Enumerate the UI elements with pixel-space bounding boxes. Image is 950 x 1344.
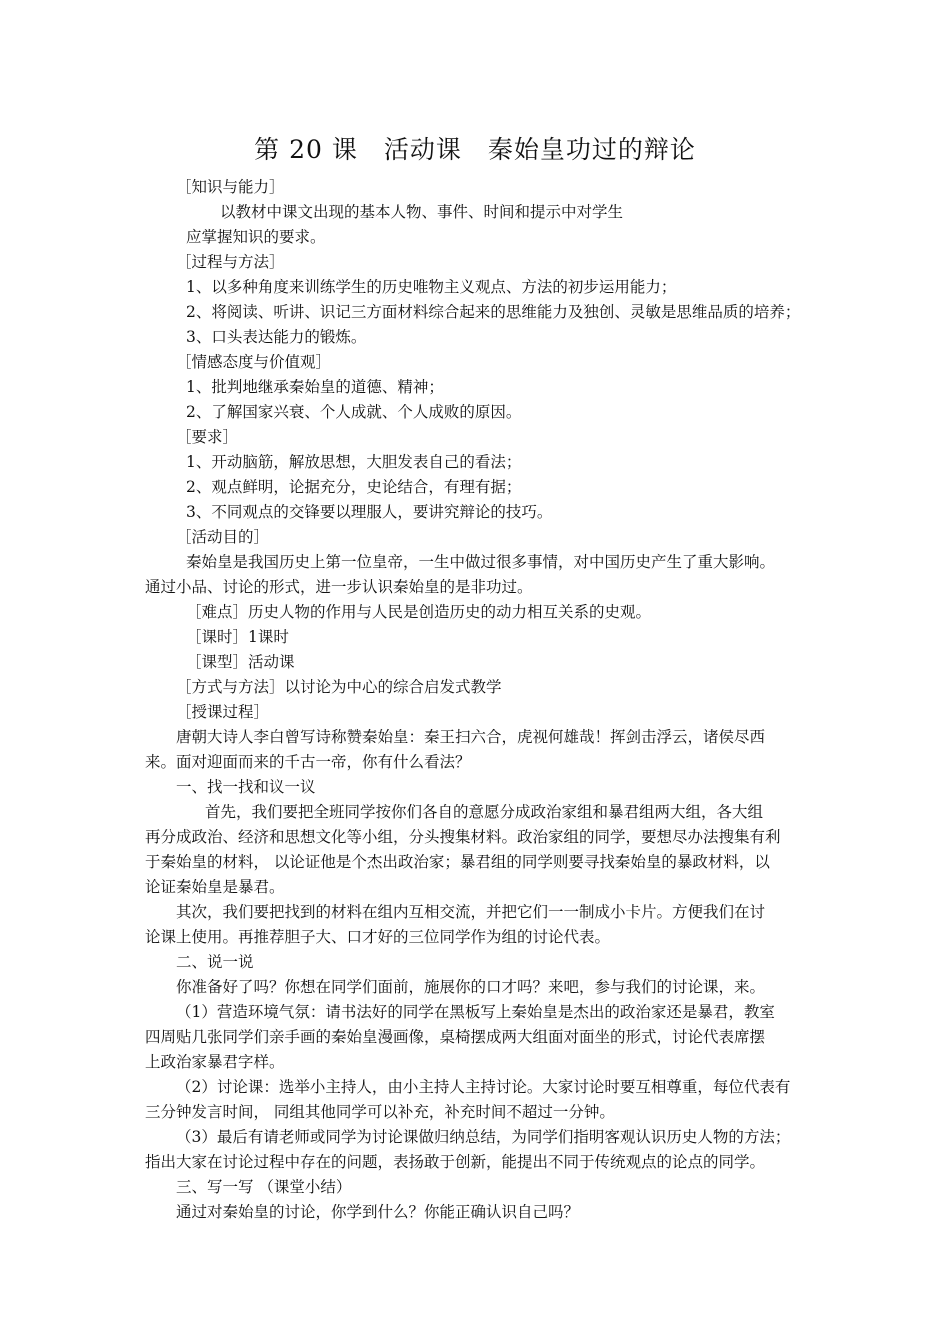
paragraph-line: 来。面对迎面而来的千古一帝，你有什么看法？ bbox=[145, 753, 471, 771]
section-heading-purpose: ［活动目的］ bbox=[176, 528, 270, 546]
section-heading-teaching: ［授课过程］ bbox=[176, 703, 270, 721]
paragraph-line: 四周贴几张同学们亲手画的秦始皇漫画像，桌椅摆成两大组面对面坐的形式，讨论代表席摆 bbox=[145, 1028, 766, 1046]
list-item: 2、观点鲜明，论据充分，史论结合，有理有据； bbox=[186, 478, 522, 496]
paragraph-line: 以教材中课文出现的基本人物、事件、时间和提示中对学生 bbox=[220, 203, 624, 221]
paragraph-line: （3）最后有请老师或同学为讨论课做归纳总结，为同学们指明客观认识历史人物的方法； bbox=[176, 1128, 791, 1146]
paragraph-line: 通过小品、讨论的形式，进一步认识秦始皇的是非功过。 bbox=[145, 578, 533, 596]
section-heading-knowledge: ［知识与能力］ bbox=[176, 178, 285, 196]
list-item: 1、开动脑筋，解放思想，大胆发表自己的看法； bbox=[186, 453, 522, 471]
paragraph-line: 首先，我们要把全班同学按你们各自的意愿分成政治家组和暴君组两大组，各大组 bbox=[205, 803, 764, 821]
page-title: 第 20 课 活动课 秦始皇功过的辩论 bbox=[254, 135, 696, 164]
list-item: 2、了解国家兴衰、个人成就、个人成败的原因。 bbox=[186, 403, 522, 421]
difficulty-line: ［难点］历史人物的作用与人民是创造历史的动力相互关系的史观。 bbox=[186, 603, 652, 621]
part-heading-2: 二、说一说 bbox=[176, 953, 254, 971]
paragraph-line: 论证秦始皇是暴君。 bbox=[145, 878, 285, 896]
list-item: 1、以多种角度来训练学生的历史唯物主义观点、方法的初步运用能力； bbox=[186, 278, 677, 296]
list-item: 1、批判地继承秦始皇的道德、精神； bbox=[186, 378, 444, 396]
part-heading-3: 三、写一写 （课堂小结） bbox=[176, 1178, 352, 1196]
list-item: 2、将阅读、听讲、识记三方面材料综合起来的思维能力及独创、灵敏是思维品质的培养； bbox=[186, 303, 801, 321]
paragraph-line: （2）讨论课：选举小主持人，由小主持人主持讨论。大家讨论时要互相尊重，每位代表有 bbox=[176, 1078, 791, 1096]
paragraph-line: 于秦始皇的材料， 以论证他是个杰出政治家；暴君组的同学则要寻找秦始皇的暴政材料，以 bbox=[145, 853, 770, 871]
section-heading-process: ［过程与方法］ bbox=[176, 253, 285, 271]
paragraph-line: 唐朝大诗人李白曾写诗称赞秦始皇：秦王扫六合，虎视何雄哉！挥剑击浮云，诸侯尽西 bbox=[176, 728, 766, 746]
paragraph-line: 秦始皇是我国历史上第一位皇帝，一生中做过很多事情，对中国历史产生了重大影响。 bbox=[186, 553, 776, 571]
paragraph-line: 指出大家在讨论过程中存在的问题，表扬敢于创新，能提出不同于传统观点的论点的同学。 bbox=[145, 1153, 766, 1171]
section-heading-values: ［情感态度与价值观］ bbox=[176, 353, 332, 371]
part-heading-1: 一、找一找和议一议 bbox=[176, 778, 316, 796]
paragraph-line: 通过对秦始皇的讨论，你学到什么？你能正确认识自己吗？ bbox=[176, 1203, 580, 1221]
paragraph-line: 上政治家暴君字样。 bbox=[145, 1053, 285, 1071]
paragraph-line: 再分成政治、经济和思想文化等小组，分头搜集材料。政治家组的同学，要想尽办法搜集有利 bbox=[145, 828, 781, 846]
paragraph-line: （1）营造环境气氛：请书法好的同学在黑板写上秦始皇是杰出的政治家还是暴君，教室 bbox=[176, 1003, 775, 1021]
list-item: 3、不同观点的交锋要以理服人，要讲究辩论的技巧。 bbox=[186, 503, 553, 521]
paragraph-line: 其次，我们要把找到的材料在组内互相交流，并把它们一一制成小卡片。方便我们在讨 bbox=[176, 903, 766, 921]
class-type-line: ［课型］活动课 bbox=[186, 653, 295, 671]
section-heading-requirements: ［要求］ bbox=[176, 428, 239, 446]
class-hours-line: ［课时］1课时 bbox=[186, 628, 289, 646]
method-line: ［方式与方法］以讨论为中心的综合启发式教学 bbox=[176, 678, 502, 696]
paragraph-line: 应掌握知识的要求。 bbox=[186, 228, 326, 246]
paragraph-line: 你准备好了吗？你想在同学们面前，施展你的口才吗？来吧，参与我们的讨论课，来。 bbox=[176, 978, 766, 996]
paragraph-line: 三分钟发言时间， 同组其他同学可以补充，补充时间不超过一分钟。 bbox=[145, 1103, 615, 1121]
paragraph-line: 论课上使用。再推荐胆子大、口才好的三位同学作为组的讨论代表。 bbox=[145, 928, 611, 946]
list-item: 3、口头表达能力的锻炼。 bbox=[186, 328, 367, 346]
